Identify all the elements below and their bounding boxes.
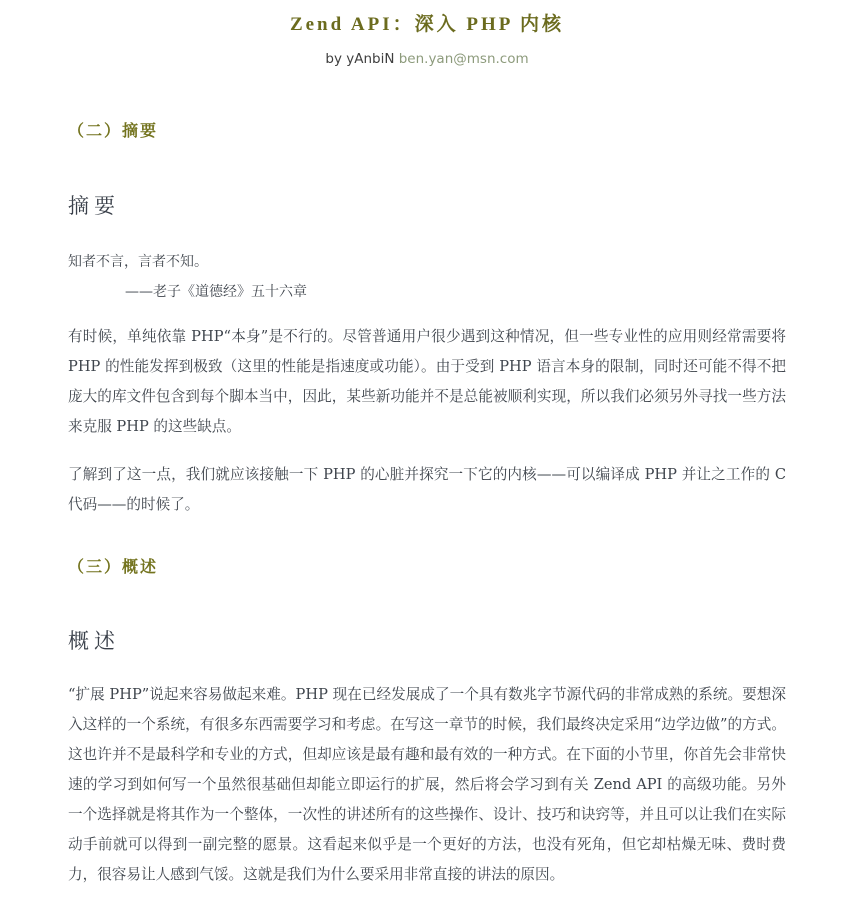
subheading-abstract: 摘要 <box>68 194 120 218</box>
epigraph-quote <box>68 247 786 307</box>
byline <box>68 50 786 69</box>
paragraph: 了解到了这一点，我们就应该接触一下 PHP 的心脏并探究一下它的内核——可以编译成 PHP 并让之工作的 C 代码——的时候了。 <box>68 466 786 513</box>
subheading-overview: 概述 <box>68 629 120 653</box>
byline-author: by yAnbiN <box>325 51 399 67</box>
author-email-link[interactable]: ben.yan@msn.com <box>398 51 529 67</box>
section-heading-abstract: （二）摘要 <box>68 121 159 140</box>
paragraph: 有时候，单纯依靠 PHP“本身”是不行的。尽管普通用户很少遇到这种情况，但一些专业性的应用则经常需要将 PHP 的性能发挥到极致（这里的性能是指速度或功能）。由于受到 PHP 语言本身的限制，同时还可能不得不把庞大的库文件包含到每个脚本当中，因此，某些新功能并不是总能被顺利实现，所以我们必须另外寻找一些方法来克服 PHP 的这些缺点。 <box>68 328 786 435</box>
section-heading-overview: （三）概述 <box>68 557 159 576</box>
page-title: Zend API：深入 PHP 内核 <box>289 14 565 35</box>
quote-line: 知者不言，言者不知。 <box>68 254 208 270</box>
quote-attribution: ——老子《道德经》五十六章 <box>125 284 307 300</box>
paragraph: “扩展 PHP”说起来容易做起来难。PHP 现在已经发展成了一个具有数兆字节源代码的非常成熟的系统。要想深入这样的一个系统，有很多东西需要学习和考虑。在写这一章节的时候，我们最终决定采用“边学边做”的方式。这也许并不是最科学和专业的方式，但却应该是最有趣和最有效的一种方式。在下面的小节里，你首先会非常快速的学习到如何写一个虽然很基础但却能立即运行的扩展，然后将会学习到有关 Zend API 的高级功能。另外一个选择就是将其作为一个整体，一次性的讲述所有的这些操作、设计、技巧和诀窍等，并且可以让我们在实际动手前就可以得到一副完整的愿景。这看起来似乎是一个更好的方法，也没有死角，但它却枯燥无味、费时费力，很容易让人感到气馁。这就是我们为什么要采用非常直接的讲法的原因。 <box>68 686 786 883</box>
